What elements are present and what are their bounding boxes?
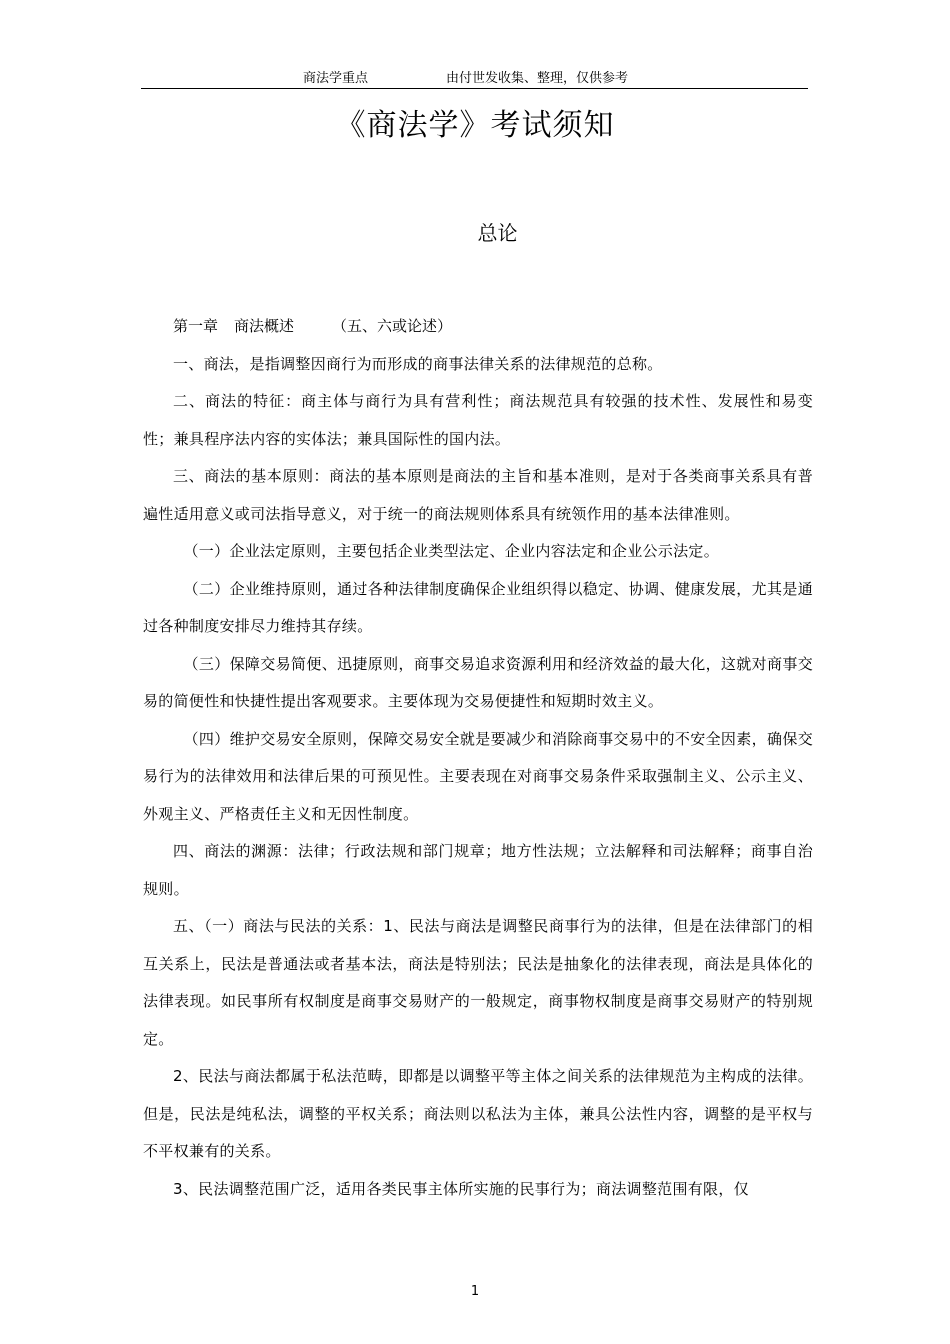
chapter-note: （五、六或论述） [332,317,453,335]
page-header [141,70,808,89]
chapter-label: 第一章 [173,317,219,335]
paragraph: （二）企业维持原则，通过各种法律制度确保企业组织得以稳定、协调、健康发展，尤其是通过各种制度安排尽力维持其存续。 [143,579,813,635]
paragraph: 2、民法与商法都属于私法范畴，即都是以调整平等主体之间关系的法律规范为主构成的法律。但是，民法是纯私法，调整的平权关系；商法则以私法为主体，兼具公法性内容，调整的是平权与不平权兼有的关系。 [143,1067,813,1160]
paragraph: 一、商法，是指调整因商行为而形成的商事法律关系的法律规范的总称。 [173,354,663,373]
section-title: 总论 [477,221,518,245]
page-number: 1 [470,1284,480,1299]
header-left-text: 商法学重点 [303,71,369,86]
paragraph: 五、（一）商法与民法的关系：1、民法与商法是调整民商事行为的法律，但是在法律部门的相互关系上，民法是普通法或者基本法，商法是特别法；民法是抽象化的法律表现，商法是具体化的法律表现。如民事所有权制度是商事交易财产的一般规定，商事物权制度是商事交易财产的特别规定。 [143,917,813,1048]
paragraph: 三、商法的基本原则：商法的基本原则是商法的主旨和基本准则，是对于各类商事关系具有普遍性适用意义或司法指导意义，对于统一的商法规则体系具有统领作用的基本法律准则。 [143,467,813,523]
document-title: 《商法学》考试须知 [335,108,615,143]
paragraph: （四）维护交易安全原则，保障交易安全就是要减少和消除商事交易中的不安全因素，确保交易行为的法律效用和法律后果的可预见性。主要表现在对商事交易条件采取强制主义、公示主义、外观主义、严格责任主义和无因性制度。 [143,729,813,823]
paragraph: 3、民法调整范围广泛，适用各类民事主体所实施的民事行为；商法调整范围有限，仅 [173,1179,749,1198]
paragraph: （三）保障交易简便、迅捷原则，商事交易追求资源利用和经济效益的最大化，这就对商事交易的简便性和快捷性提出客观要求。主要体现为交易便捷性和短期时效主义。 [143,654,813,710]
paragraph: （一）企业法定原则，主要包括企业类型法定、企业内容法定和企业公示法定。 [183,542,720,560]
paragraph: 二、商法的特征：商主体与商行为具有营利性；商法规范具有较强的技术性、发展性和易变性；兼具程序法内容的实体法；兼具国际性的国内法。 [143,392,813,448]
header-right-text: 由付世发收集、整理，仅供参考 [446,71,629,86]
chapter-heading [143,308,813,346]
document-body [143,308,813,1208]
chapter-name: 商法概述 [234,317,295,335]
paragraph: 四、商法的渊源：法律；行政法规和部门规章；地方性法规；立法解释和司法解释；商事自治规则。 [143,842,813,898]
